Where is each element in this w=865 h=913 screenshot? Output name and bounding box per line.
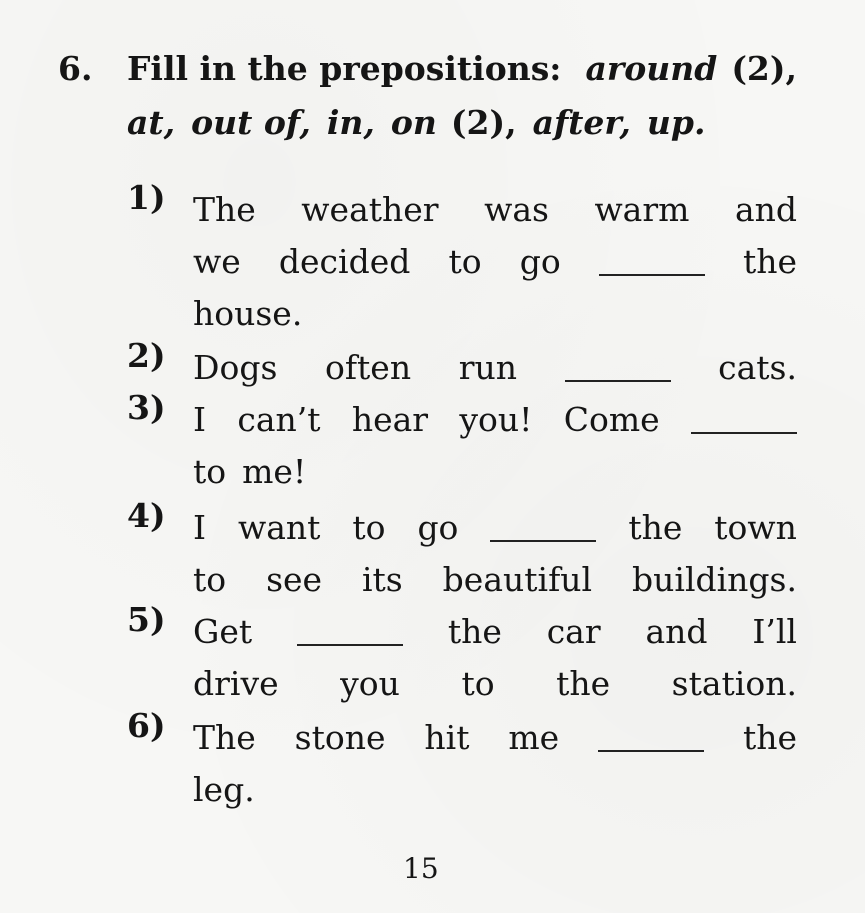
item-word: to <box>448 242 482 281</box>
item-word: the <box>556 664 611 703</box>
item-text <box>193 178 797 334</box>
item-word: to <box>352 508 386 547</box>
item-line <box>193 652 797 704</box>
item-word: was <box>484 190 549 229</box>
instruction-word-group <box>391 102 517 156</box>
answer-blank[interactable] <box>490 514 596 542</box>
item-word: buildings. <box>632 560 797 599</box>
item-word: the <box>628 508 683 547</box>
item-word: me! <box>242 452 307 491</box>
item-word: cats. <box>718 348 797 387</box>
item-word: can’t <box>237 400 321 439</box>
item-word: hit <box>424 718 470 757</box>
item-word: beautiful <box>442 560 593 599</box>
item-word: see <box>266 560 323 599</box>
answer-blank[interactable] <box>565 354 671 382</box>
item-word: to <box>193 452 227 491</box>
item-line <box>193 440 797 492</box>
item-word: station. <box>671 664 797 703</box>
item-word: The <box>193 190 256 229</box>
item-word: the <box>447 612 502 651</box>
item-line <box>193 178 797 230</box>
item-line <box>193 706 797 758</box>
item-word: I’ll <box>752 612 797 651</box>
item-line <box>193 758 797 810</box>
preposition-word: out of, <box>191 103 311 142</box>
item-word: house. <box>193 294 303 333</box>
item-line <box>193 388 797 440</box>
item-word: I <box>193 400 207 439</box>
answer-blank[interactable] <box>598 724 704 752</box>
item-word: drive <box>193 664 279 703</box>
item-word: to <box>461 664 495 703</box>
item-word: you <box>340 664 400 703</box>
item-line <box>193 496 797 548</box>
item-word: stone <box>294 718 386 757</box>
preposition-word: up. <box>646 103 706 142</box>
item-number: 2) <box>127 336 166 375</box>
preposition-word: in, <box>326 103 375 142</box>
item-number: 1) <box>127 178 166 217</box>
preposition-count: (2), <box>731 49 797 88</box>
item-text <box>193 388 797 492</box>
answer-blank[interactable] <box>297 618 403 646</box>
item-word: and <box>645 612 708 651</box>
instruction-word-group <box>585 48 797 102</box>
preposition-word: on <box>390 103 437 142</box>
answer-blank[interactable] <box>599 248 705 276</box>
item-text <box>193 706 797 810</box>
item-word: warm <box>594 190 690 229</box>
item-word: the <box>742 718 797 757</box>
item-text <box>193 600 797 704</box>
instruction-line-2 <box>127 102 797 156</box>
item-word: leg. <box>193 770 255 809</box>
item-word: Get <box>193 612 253 651</box>
item-word: want <box>237 508 321 547</box>
item-line <box>193 336 797 388</box>
item-word: the <box>742 242 797 281</box>
item-number: 5) <box>127 600 166 639</box>
exercise-number: 6. <box>58 49 93 88</box>
preposition-word: after, <box>532 103 631 142</box>
item-word: go <box>417 508 459 547</box>
item-word: decided <box>278 242 411 281</box>
item-word: Dogs <box>193 348 278 387</box>
item-word: me <box>508 718 560 757</box>
item-number: 6) <box>127 706 166 745</box>
item-line <box>193 600 797 652</box>
item-word: its <box>361 560 403 599</box>
preposition-word: around <box>585 49 718 88</box>
item-line <box>193 282 797 334</box>
answer-blank[interactable] <box>691 406 797 434</box>
instruction-line-1 <box>127 48 797 102</box>
item-word: you! <box>459 400 533 439</box>
item-number: 3) <box>127 388 166 427</box>
item-word: often <box>324 348 412 387</box>
exercise-instruction <box>127 48 797 156</box>
preposition-count: (2), <box>450 103 517 142</box>
item-line <box>193 548 797 600</box>
item-word: we <box>193 242 241 281</box>
item-number: 4) <box>127 496 166 535</box>
instruction-lead: Fill in the prepositions: <box>127 49 562 88</box>
item-word: to <box>193 560 227 599</box>
item-word: and <box>734 190 797 229</box>
item-word: run <box>458 348 517 387</box>
item-text <box>193 496 797 600</box>
item-word: hear <box>351 400 429 439</box>
item-line <box>193 230 797 282</box>
item-word: car <box>546 612 601 651</box>
item-word: Come <box>563 400 660 439</box>
item-word: weather <box>301 190 439 229</box>
page-number: 15 <box>403 852 439 885</box>
item-text <box>193 336 797 388</box>
preposition-word: at, <box>127 103 176 142</box>
item-word: town <box>714 508 797 547</box>
item-word: go <box>519 242 561 281</box>
item-word: I <box>193 508 207 547</box>
item-word: The <box>193 718 256 757</box>
